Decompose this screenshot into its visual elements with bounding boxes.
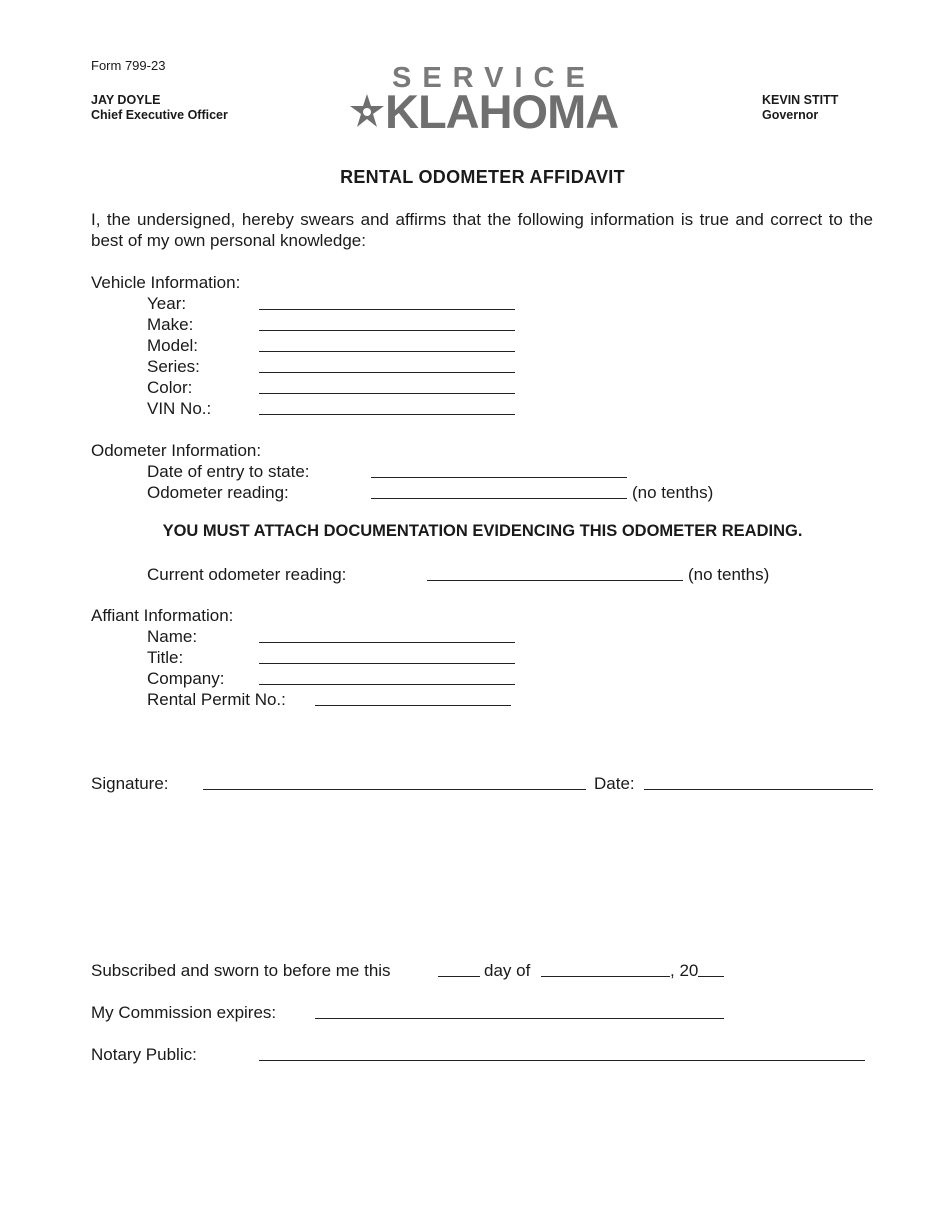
affiant-name-field[interactable] [259, 642, 515, 643]
rental-permit-field[interactable] [315, 705, 511, 706]
make-label: Make: [147, 315, 194, 334]
star-burst-icon [347, 92, 387, 132]
model-field[interactable] [259, 351, 515, 352]
sworn-year-field[interactable] [698, 976, 724, 977]
executive-block [91, 93, 228, 123]
color-field[interactable] [259, 393, 515, 394]
affiant-title-label: Title: [147, 648, 184, 667]
governor-title: Governor [762, 108, 819, 122]
signature-field[interactable] [203, 789, 586, 790]
odometer-reading-suffix: (no tenths) [632, 483, 714, 502]
affiant-name-label: Name: [147, 627, 198, 646]
notary-label: Notary Public: [91, 1045, 197, 1064]
sworn-statement-part1: Subscribed and sworn to before me this [91, 961, 391, 980]
form-number: Form 799-23 [91, 58, 166, 73]
year-field[interactable] [259, 309, 515, 310]
executive-title: Chief Executive Officer [91, 108, 228, 122]
model-label: Model: [147, 336, 199, 355]
odometer-heading: Odometer Information: [91, 441, 262, 460]
current-odometer-label: Current odometer reading: [147, 565, 347, 584]
series-label: Series: [147, 357, 200, 376]
vin-field[interactable] [259, 414, 515, 415]
commission-field[interactable] [315, 1018, 724, 1019]
color-label: Color: [147, 378, 193, 397]
intro-statement: I, the undersigned, hereby swears and affirms that the following information is true and correct to the best of my own personal knowledge: [91, 210, 873, 250]
affiant-company-label: Company: [147, 669, 225, 688]
year-label: Year: [147, 294, 187, 313]
service-oklahoma-logo [345, 62, 620, 138]
governor-block [762, 93, 838, 123]
entry-date-field[interactable] [371, 477, 627, 478]
vehicle-heading: Vehicle Information: [91, 273, 241, 292]
sworn-statement-part3: , 20 [670, 961, 699, 980]
page-title: RENTAL ODOMETER AFFIDAVIT [340, 167, 625, 187]
rental-permit-label: Rental Permit No.: [147, 690, 286, 709]
affiant-company-field[interactable] [259, 684, 515, 685]
make-field[interactable] [259, 330, 515, 331]
logo-service-text: SERVICE [392, 62, 596, 94]
current-odometer-field[interactable] [427, 580, 683, 581]
attach-warning: YOU MUST ATTACH DOCUMENTATION EVIDENCING THIS ODOMETER READING. [162, 522, 803, 540]
sworn-statement-part2: day of [484, 961, 531, 980]
odometer-reading-field[interactable] [371, 498, 627, 499]
date-label: Date: [594, 774, 635, 793]
commission-label: My Commission expires: [91, 1003, 277, 1022]
affiant-heading: Affiant Information: [91, 606, 234, 625]
notary-signature-field[interactable] [259, 1060, 865, 1061]
current-odometer-suffix: (no tenths) [688, 565, 770, 584]
executive-name: JAY DOYLE [91, 93, 161, 107]
signature-label: Signature: [91, 774, 169, 793]
sworn-day-field[interactable] [438, 976, 480, 977]
series-field[interactable] [259, 372, 515, 373]
entry-date-label: Date of entry to state: [147, 462, 310, 481]
odometer-reading-label: Odometer reading: [147, 483, 289, 502]
sworn-month-field[interactable] [541, 976, 670, 977]
date-field[interactable] [644, 789, 873, 790]
affiant-title-field[interactable] [259, 663, 515, 664]
governor-name: KEVIN STITT [762, 93, 839, 107]
vin-label: VIN No.: [147, 399, 212, 418]
logo-oklahoma-text: KLAHOMA [385, 85, 619, 138]
